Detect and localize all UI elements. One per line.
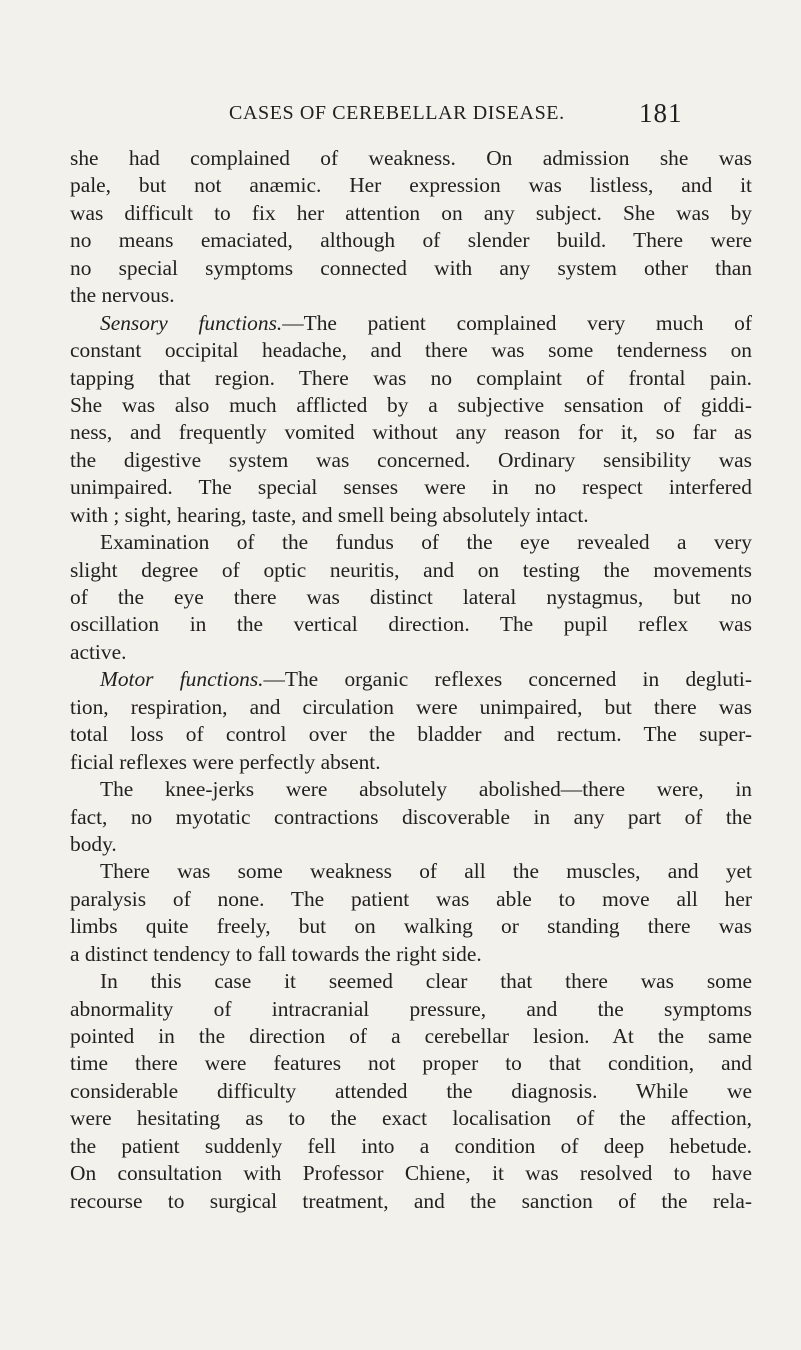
text-line: was difficult to fix her attention on any subject. She was by bbox=[70, 200, 752, 225]
section-heading-sensory: Sensory functions. bbox=[100, 310, 283, 335]
text-line: active. bbox=[70, 639, 127, 664]
text-line: no means emaciated, although of slender build. There were bbox=[70, 228, 752, 253]
text-line: tion, respiration, and circulation were unimpaired, but there was bbox=[70, 694, 752, 719]
text-line: Motor functions.—The organic reflexes concerned in degluti- bbox=[100, 667, 752, 692]
text-line: recourse to surgical treatment, and the sanction of the rela- bbox=[70, 1188, 752, 1213]
text-line: considerable difficulty attended the diagnosis. While we bbox=[70, 1078, 752, 1103]
text-line: no special symptoms connected with any system other than bbox=[70, 255, 752, 280]
text-line: ficial reflexes were perfectly absent. bbox=[70, 749, 381, 774]
text-line: of the eye there was distinct lateral nystagmus, but no bbox=[70, 585, 752, 609]
text-line: paralysis of none. The patient was able to move all her bbox=[70, 886, 752, 911]
text-line: In this case it seemed clear that there was some bbox=[100, 969, 752, 994]
text-line: There was some weakness of all the muscles, and yet bbox=[100, 859, 752, 884]
text-line: tapping that region. There was no complaint of frontal pain. bbox=[70, 365, 752, 390]
text-line: the digestive system was concerned. Ordinary sensibility was bbox=[70, 447, 752, 472]
text-line: constant occipital headache, and there was some tenderness on bbox=[70, 338, 752, 363]
text-line: were hesitating as to the exact localisation of the affection, bbox=[70, 1106, 752, 1131]
text-line: The knee-jerks were absolutely abolished—there were, in bbox=[100, 777, 752, 802]
text-line: the nervous. bbox=[70, 283, 175, 308]
running-head bbox=[0, 98, 801, 128]
body-text bbox=[70, 145, 752, 1215]
text-line: Sensory functions.—The patient complained very much of bbox=[100, 310, 752, 335]
text-line: unimpaired. The special senses were in no respect interfered bbox=[70, 475, 752, 500]
text-line: fact, no myotatic contractions discoverable in any part of the bbox=[70, 804, 752, 829]
text-line: pale, but not anæmic. Her expression was listless, and it bbox=[70, 173, 752, 198]
text-line: time there were features not proper to that condition, and bbox=[70, 1051, 752, 1076]
text-line: body. bbox=[70, 831, 117, 856]
text-line: pointed in the direction of a cerebellar lesion. At the same bbox=[70, 1024, 752, 1048]
text-line: with ; sight, hearing, taste, and smell being absolutely intact. bbox=[70, 502, 589, 527]
text-line: On consultation with Professor Chiene, it was resolved to have bbox=[70, 1161, 752, 1186]
page-number: 181 bbox=[639, 98, 683, 128]
text-line: She was also much afflicted by a subjective sensation of giddi- bbox=[70, 392, 752, 417]
text-line: total loss of control over the bladder and rectum. The super- bbox=[70, 722, 752, 747]
section-heading-motor: Motor functions. bbox=[100, 667, 264, 692]
text-line: slight degree of optic neuritis, and on testing the movements bbox=[70, 557, 752, 582]
text-line: the patient suddenly fell into a condition of deep hebetude. bbox=[70, 1133, 752, 1158]
text-line: she had complained of weakness. On admission she was bbox=[70, 146, 752, 170]
text-line: ness, and frequently vomited without any reason for it, so far as bbox=[70, 420, 752, 445]
running-title: CASES OF CEREBELLAR DISEASE. bbox=[229, 102, 565, 124]
text-line: oscillation in the vertical direction. The pupil reflex was bbox=[70, 612, 752, 637]
text-line: a distinct tendency to fall towards the right side. bbox=[70, 941, 482, 966]
text-line: limbs quite freely, but on walking or standing there was bbox=[70, 914, 752, 939]
text-line: Examination of the fundus of the eye revealed a very bbox=[100, 530, 752, 555]
text-line: abnormality of intracranial pressure, and the symptoms bbox=[70, 996, 752, 1021]
